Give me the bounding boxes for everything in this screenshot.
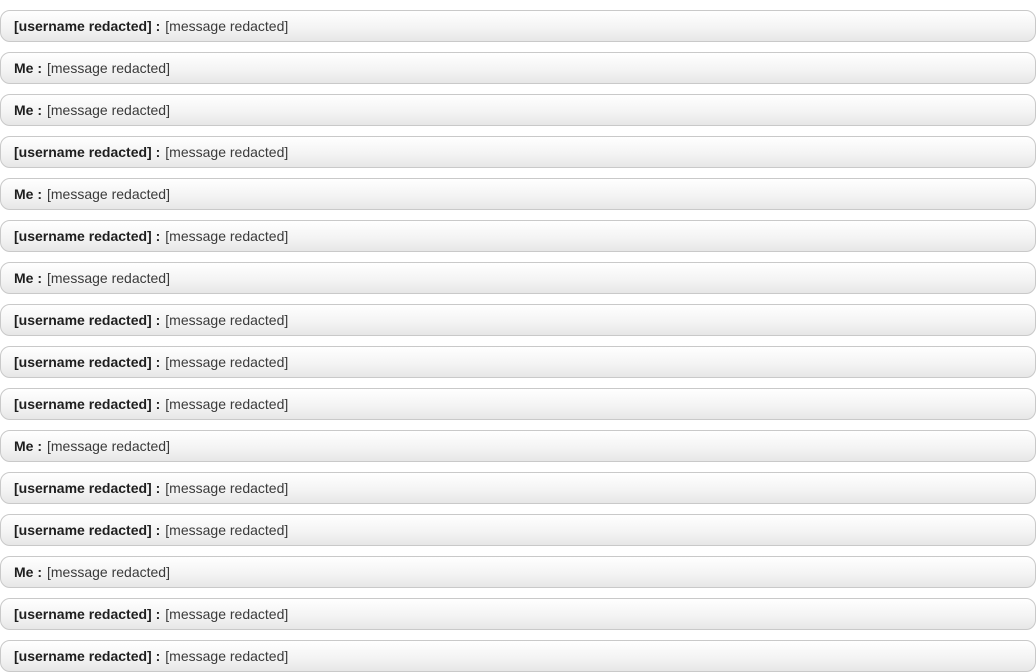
message-text: [message redacted] (47, 438, 170, 454)
message-sender-label: Me : (14, 186, 42, 202)
message-sender-label: [username redacted] : (14, 228, 161, 244)
message-text: [message redacted] (165, 144, 289, 160)
message-text: [message redacted] (165, 18, 289, 34)
message-text: [message redacted] (165, 396, 289, 412)
chat-message-row (0, 94, 1036, 126)
message-sender-label: [username redacted] : (14, 522, 161, 538)
chat-message-row (0, 514, 1036, 546)
message-text: [message redacted] (47, 564, 170, 580)
chat-message-row (0, 220, 1036, 252)
chat-message-row (0, 472, 1036, 504)
chat-message-row (0, 178, 1036, 210)
message-sender-label: Me : (14, 438, 42, 454)
message-text: [message redacted] (165, 312, 289, 328)
message-text: [message redacted] (165, 228, 289, 244)
chat-message-row (0, 304, 1036, 336)
chat-message-row (0, 598, 1036, 630)
message-text: [message redacted] (165, 648, 289, 664)
message-sender-label: [username redacted] : (14, 18, 161, 34)
message-sender-label: [username redacted] : (14, 396, 161, 412)
message-sender-label: Me : (14, 270, 42, 286)
message-sender-label: [username redacted] : (14, 648, 161, 664)
chat-message-row (0, 52, 1036, 84)
message-sender-label: Me : (14, 60, 42, 76)
message-sender-label: Me : (14, 102, 42, 118)
chat-message-row (0, 640, 1036, 672)
chat-message-row (0, 388, 1036, 420)
message-text: [message redacted] (165, 480, 289, 496)
chat-message-row (0, 262, 1036, 294)
message-sender-label: [username redacted] : (14, 312, 161, 328)
message-sender-label: [username redacted] : (14, 144, 161, 160)
message-sender-label: [username redacted] : (14, 480, 161, 496)
message-sender-label: [username redacted] : (14, 354, 161, 370)
chat-message-row (0, 430, 1036, 462)
message-text: [message redacted] (47, 102, 170, 118)
message-sender-label: Me : (14, 564, 42, 580)
message-sender-label: [username redacted] : (14, 606, 161, 622)
chat-message-row (0, 136, 1036, 168)
chat-message-row (0, 10, 1036, 42)
chat-message-row (0, 346, 1036, 378)
message-text: [message redacted] (47, 186, 170, 202)
message-text: [message redacted] (47, 60, 170, 76)
message-text: [message redacted] (165, 606, 289, 622)
message-text: [message redacted] (165, 354, 289, 370)
chat-message-row (0, 556, 1036, 588)
message-text: [message redacted] (165, 522, 289, 538)
message-text: [message redacted] (47, 270, 170, 286)
